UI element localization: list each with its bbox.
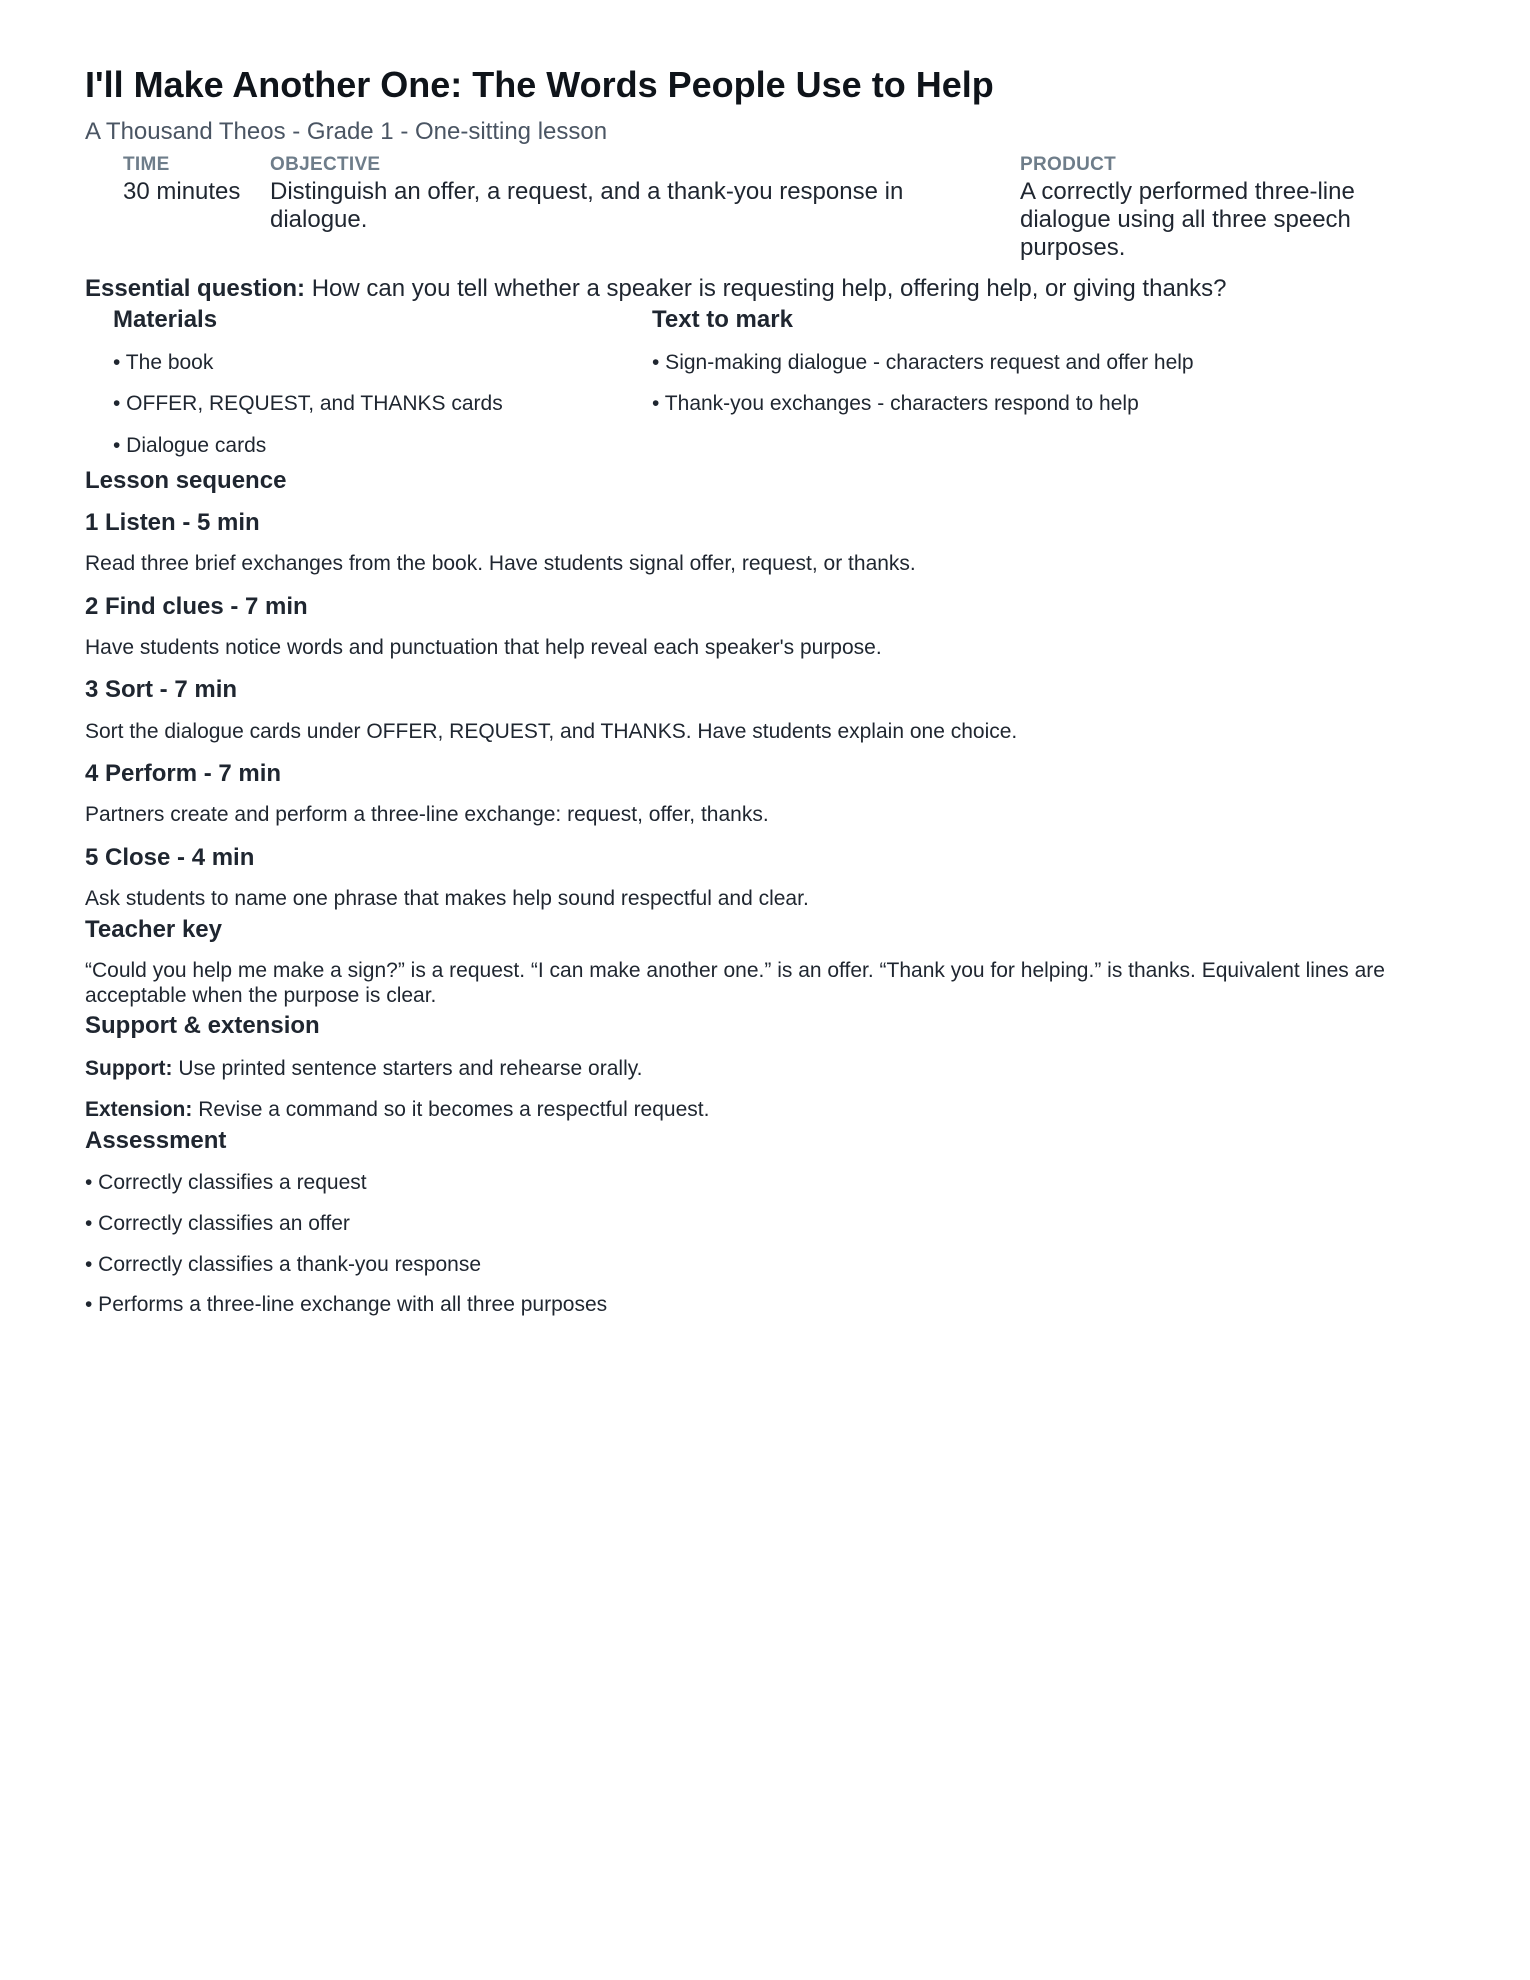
- assessment-item: • Correctly classifies an offer: [85, 1212, 350, 1235]
- materials-item: • Dialogue cards: [113, 434, 267, 457]
- teacher-key-heading: Teacher key: [85, 916, 222, 943]
- step-title: 5 Close - 4 min: [85, 844, 255, 871]
- time-label: TIME: [123, 154, 170, 175]
- assessment-item: • Correctly classifies a request: [85, 1171, 367, 1194]
- step-text: Sort the dialogue cards under OFFER, REQUEST, and THANKS. Have students explain one choice.: [85, 720, 1018, 743]
- support-label: Support:: [85, 1057, 173, 1080]
- extension-line: [85, 1097, 709, 1123]
- materials-heading: Materials: [113, 306, 218, 333]
- page-subtitle: A Thousand Theos - Grade 1 - One-sitting lesson: [85, 118, 608, 145]
- text-to-mark-item: • Thank-you exchanges - characters respond to help: [652, 392, 1139, 415]
- teacher-key-text: “Could you help me make a sign?” is a request. “I can make another one.” is an offer. “Thank you for helping.” is thanks. Equivalent lines are acceptable when the purpose is clear.: [85, 959, 1385, 1007]
- step-text: Have students notice words and punctuation that help reveal each speaker's purpose.: [85, 636, 882, 659]
- lesson-sequence-heading: Lesson sequence: [85, 467, 287, 494]
- product-label: PRODUCT: [1020, 154, 1117, 175]
- step-title: 3 Sort - 7 min: [85, 676, 238, 703]
- step-title: 1 Listen - 5 min: [85, 509, 260, 536]
- materials-item: • OFFER, REQUEST, and THANKS cards: [113, 392, 503, 415]
- essential-question-label: Essential question:: [85, 275, 306, 302]
- assessment-item: • Correctly classifies a thank-you response: [85, 1253, 482, 1276]
- time-value: 30 minutes: [123, 178, 241, 205]
- assessment-item: • Performs a three-line exchange with all three purposes: [85, 1293, 608, 1316]
- essential-question-text: How can you tell whether a speaker is requesting help, offering help, or giving thanks?: [311, 275, 1227, 302]
- assessment-heading: Assessment: [85, 1127, 227, 1154]
- step-title: 2 Find clues - 7 min: [85, 593, 308, 620]
- product-value: A correctly performed three-line dialogue using all three speech purposes.: [1020, 178, 1355, 261]
- step-text: Ask students to name one phrase that makes help sound respectful and clear.: [85, 887, 809, 910]
- objective-label: OBJECTIVE: [270, 154, 381, 175]
- text-to-mark-item: • Sign-making dialogue - characters request and offer help: [652, 351, 1194, 374]
- objective-value: Distinguish an offer, a request, and a thank-you response in dialogue.: [270, 178, 904, 233]
- support-text: Use printed sentence starters and rehearse orally.: [178, 1057, 643, 1080]
- step-text: Read three brief exchanges from the book. Have students signal offer, request, or thanks.: [85, 552, 916, 575]
- extension-label: Extension:: [85, 1098, 193, 1121]
- support-extension-heading: Support & extension: [85, 1012, 320, 1039]
- step-text: Partners create and perform a three-line exchange: request, offer, thanks.: [85, 803, 769, 826]
- materials-item: • The book: [113, 351, 214, 374]
- extension-text: Revise a command so it becomes a respectful request.: [198, 1098, 710, 1121]
- step-title: 4 Perform - 7 min: [85, 760, 282, 787]
- essential-question: [85, 275, 1226, 303]
- page-title: I'll Make Another One: The Words People Use to Help: [85, 64, 994, 105]
- text-to-mark-heading: Text to mark: [652, 306, 793, 333]
- support-line: [85, 1056, 643, 1082]
